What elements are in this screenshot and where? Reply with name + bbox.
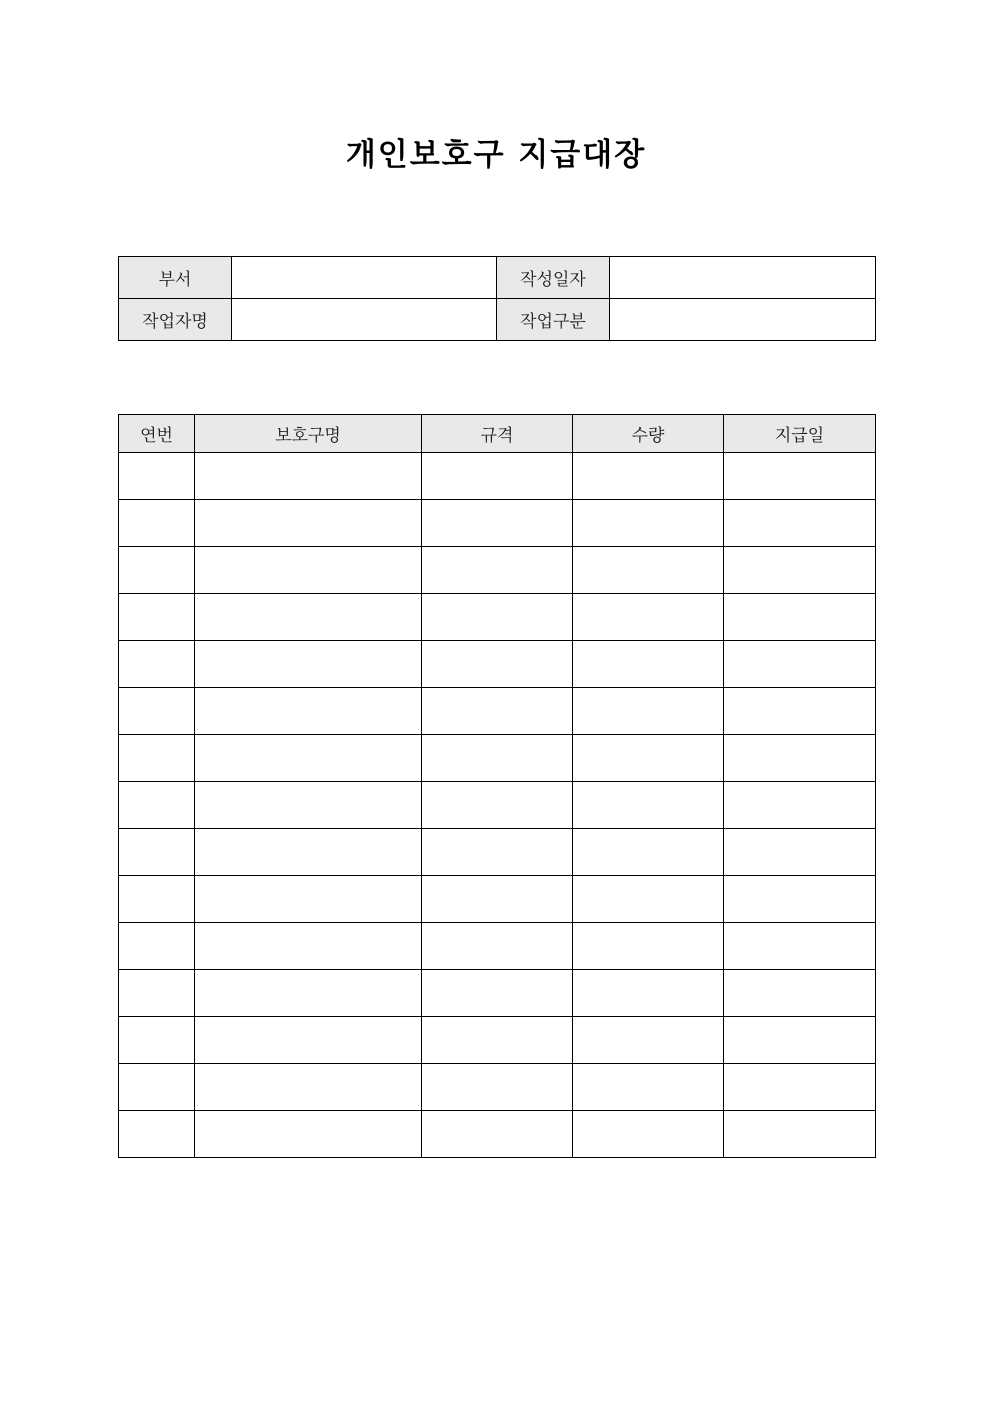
cell-spec[interactable]: [422, 500, 573, 547]
cell-serial[interactable]: [119, 923, 195, 970]
table-row: [119, 1017, 876, 1064]
date-field[interactable]: [610, 257, 876, 299]
table-row: [119, 1064, 876, 1111]
info-table: [118, 256, 876, 341]
table-row: [119, 500, 876, 547]
cell-equipment-name[interactable]: [195, 735, 422, 782]
cell-equipment-name[interactable]: [195, 641, 422, 688]
cell-issue-date[interactable]: [724, 970, 876, 1017]
cell-serial[interactable]: [119, 594, 195, 641]
cell-spec[interactable]: [422, 923, 573, 970]
table-row: [119, 782, 876, 829]
info-row: [119, 257, 876, 299]
cell-spec[interactable]: [422, 594, 573, 641]
table-row: [119, 688, 876, 735]
cell-issue-date[interactable]: [724, 1064, 876, 1111]
cell-quantity[interactable]: [573, 641, 724, 688]
cell-serial[interactable]: [119, 453, 195, 500]
cell-serial[interactable]: [119, 876, 195, 923]
cell-serial[interactable]: [119, 782, 195, 829]
cell-quantity[interactable]: [573, 500, 724, 547]
table-row: [119, 641, 876, 688]
cell-serial[interactable]: [119, 1017, 195, 1064]
table-row: [119, 453, 876, 500]
page-title: 개인보호구 지급대장: [345, 137, 647, 173]
cell-spec[interactable]: [422, 453, 573, 500]
info-row: [119, 299, 876, 341]
cell-serial[interactable]: [119, 1111, 195, 1158]
cell-equipment-name[interactable]: [195, 594, 422, 641]
table-row: [119, 923, 876, 970]
cell-serial[interactable]: [119, 688, 195, 735]
cell-spec[interactable]: [422, 1111, 573, 1158]
cell-serial[interactable]: [119, 970, 195, 1017]
cell-quantity[interactable]: [573, 923, 724, 970]
cell-spec[interactable]: [422, 876, 573, 923]
cell-quantity[interactable]: [573, 735, 724, 782]
cell-equipment-name[interactable]: [195, 688, 422, 735]
cell-issue-date[interactable]: [724, 453, 876, 500]
cell-equipment-name[interactable]: [195, 453, 422, 500]
table-row: [119, 1111, 876, 1158]
cell-issue-date[interactable]: [724, 829, 876, 876]
cell-spec[interactable]: [422, 782, 573, 829]
cell-issue-date[interactable]: [724, 1111, 876, 1158]
cell-issue-date[interactable]: [724, 547, 876, 594]
table-row: [119, 594, 876, 641]
date-label: 작성일자: [497, 257, 610, 299]
cell-quantity[interactable]: [573, 1111, 724, 1158]
cell-spec[interactable]: [422, 970, 573, 1017]
cell-equipment-name[interactable]: [195, 500, 422, 547]
cell-serial[interactable]: [119, 829, 195, 876]
cell-serial[interactable]: [119, 547, 195, 594]
cell-spec[interactable]: [422, 1017, 573, 1064]
cell-quantity[interactable]: [573, 1064, 724, 1111]
table-row: [119, 970, 876, 1017]
table-row: [119, 876, 876, 923]
cell-spec[interactable]: [422, 1064, 573, 1111]
column-header-spec: 규격: [422, 415, 573, 453]
cell-spec[interactable]: [422, 688, 573, 735]
cell-quantity[interactable]: [573, 547, 724, 594]
issue-table: [118, 414, 876, 1158]
cell-equipment-name[interactable]: [195, 876, 422, 923]
cell-equipment-name[interactable]: [195, 547, 422, 594]
cell-quantity[interactable]: [573, 453, 724, 500]
cell-issue-date[interactable]: [724, 500, 876, 547]
cell-serial[interactable]: [119, 1064, 195, 1111]
table-row: [119, 735, 876, 782]
cell-equipment-name[interactable]: [195, 829, 422, 876]
cell-issue-date[interactable]: [724, 641, 876, 688]
cell-issue-date[interactable]: [724, 594, 876, 641]
cell-issue-date[interactable]: [724, 923, 876, 970]
cell-quantity[interactable]: [573, 594, 724, 641]
worker-name-label: 작업자명: [119, 299, 232, 341]
column-header-issue-date: 지급일: [724, 415, 876, 453]
cell-quantity[interactable]: [573, 782, 724, 829]
cell-quantity[interactable]: [573, 876, 724, 923]
cell-issue-date[interactable]: [724, 782, 876, 829]
cell-equipment-name[interactable]: [195, 970, 422, 1017]
cell-spec[interactable]: [422, 641, 573, 688]
cell-issue-date[interactable]: [724, 688, 876, 735]
cell-equipment-name[interactable]: [195, 1017, 422, 1064]
cell-quantity[interactable]: [573, 970, 724, 1017]
cell-quantity[interactable]: [573, 688, 724, 735]
work-type-field[interactable]: [610, 299, 876, 341]
cell-spec[interactable]: [422, 735, 573, 782]
cell-equipment-name[interactable]: [195, 1111, 422, 1158]
column-header-quantity: 수량: [573, 415, 724, 453]
cell-spec[interactable]: [422, 547, 573, 594]
cell-spec[interactable]: [422, 829, 573, 876]
cell-issue-date[interactable]: [724, 876, 876, 923]
cell-equipment-name[interactable]: [195, 923, 422, 970]
table-header-row: [119, 415, 876, 453]
department-field[interactable]: [232, 257, 497, 299]
department-label: 부서: [119, 257, 232, 299]
table-row: [119, 547, 876, 594]
cell-serial[interactable]: [119, 500, 195, 547]
cell-serial[interactable]: [119, 641, 195, 688]
cell-equipment-name[interactable]: [195, 1064, 422, 1111]
work-type-label: 작업구분: [497, 299, 610, 341]
cell-serial[interactable]: [119, 735, 195, 782]
cell-quantity[interactable]: [573, 1017, 724, 1064]
worker-name-field[interactable]: [232, 299, 497, 341]
column-header-serial: 연번: [119, 415, 195, 453]
cell-issue-date[interactable]: [724, 735, 876, 782]
cell-equipment-name[interactable]: [195, 782, 422, 829]
issue-table-body: [119, 453, 876, 1158]
table-row: [119, 829, 876, 876]
cell-quantity[interactable]: [573, 829, 724, 876]
column-header-equipment-name: 보호구명: [195, 415, 422, 453]
cell-issue-date[interactable]: [724, 1017, 876, 1064]
